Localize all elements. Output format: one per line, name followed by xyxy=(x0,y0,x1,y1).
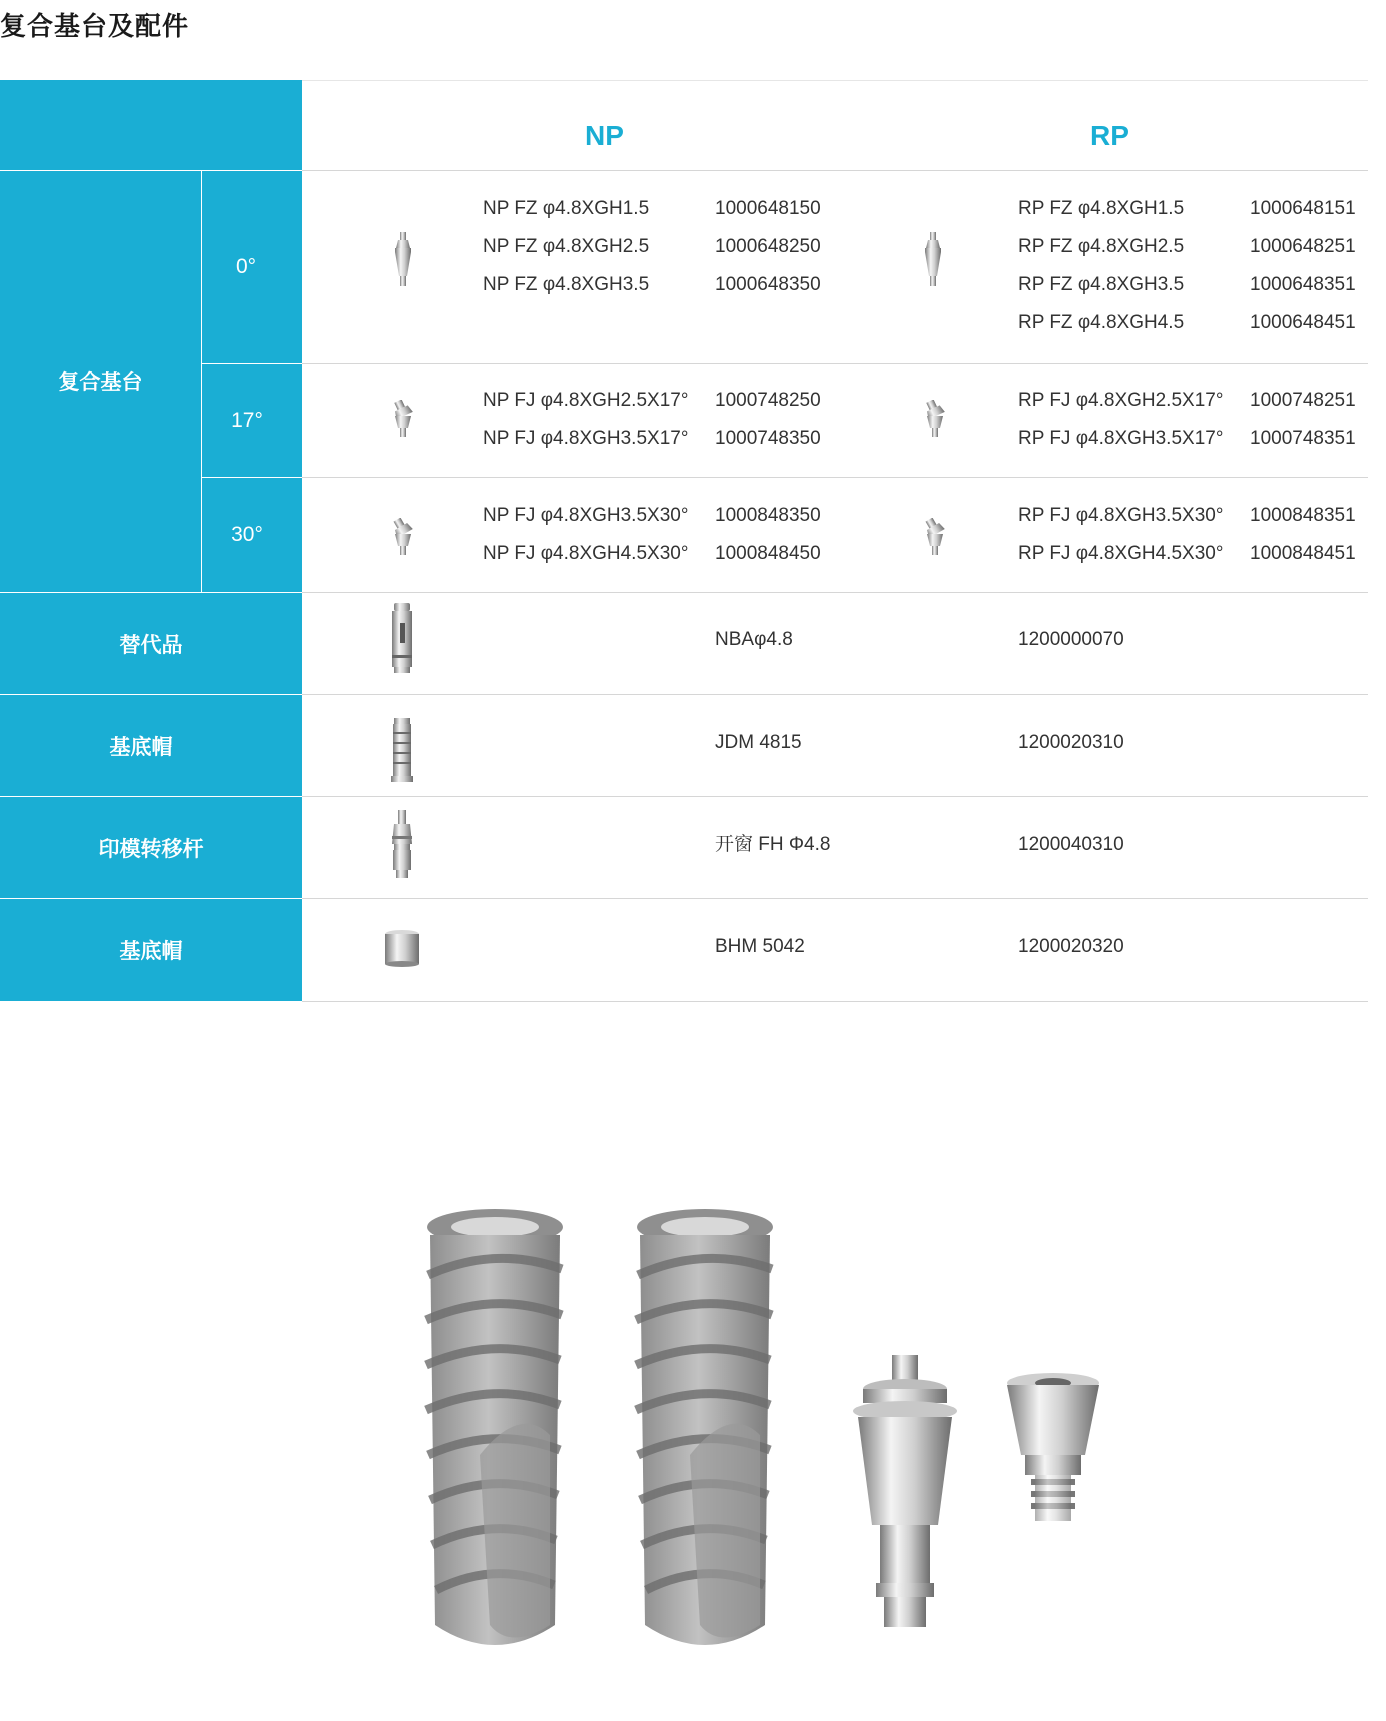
table-bottom-border xyxy=(302,1001,1368,1002)
accessory-code: 1200020320 xyxy=(1018,936,1124,957)
straight-abutment-icon xyxy=(392,232,414,288)
np-product-code: 1000748350 xyxy=(715,428,821,449)
implant-product-photo xyxy=(410,1205,1110,1675)
straight-abutment-icon xyxy=(922,232,944,288)
coping-cap-icon xyxy=(388,718,416,784)
angle-divider-2 xyxy=(202,477,302,478)
accessory-label-cell-3 xyxy=(0,797,302,898)
row-divider xyxy=(302,898,1368,899)
accessory-code: 1200000070 xyxy=(1018,629,1124,650)
accessory-divider xyxy=(0,796,302,797)
angled-abutment-icon xyxy=(922,400,948,438)
implant-fixture-2 xyxy=(636,1209,773,1645)
rp-product-code: 1000648151 xyxy=(1250,198,1356,219)
rp-column-header: RP xyxy=(1090,120,1129,151)
np-product-name: NP FJ φ4.8XGH4.5X30° xyxy=(483,543,689,564)
np-product-name: NP FZ φ4.8XGH2.5 xyxy=(483,236,650,257)
angle-label-30: 30° xyxy=(231,523,263,546)
abutment-with-screw xyxy=(853,1355,957,1627)
accessory-label: 基底帽 xyxy=(109,734,173,759)
group-divider xyxy=(201,170,202,592)
accessory-label: 印模转移杆 xyxy=(98,836,204,861)
small-abutment xyxy=(1007,1373,1099,1521)
accessory-label-cell-2 xyxy=(0,695,302,796)
np-product-code: 1000648150 xyxy=(715,198,821,219)
accessory-divider xyxy=(0,694,302,695)
np-product-name: NP FZ φ4.8XGH1.5 xyxy=(483,198,650,219)
rp-product-code: 1000848451 xyxy=(1250,543,1356,564)
np-product-name: NP FJ φ4.8XGH2.5X17° xyxy=(483,390,689,411)
header-divider xyxy=(0,170,302,171)
rp-product-code: 1000648251 xyxy=(1250,236,1356,257)
implant-analog-icon xyxy=(388,603,416,675)
rp-product-name: RP FZ φ4.8XGH3.5 xyxy=(1018,274,1185,295)
rp-product-code: 1000848351 xyxy=(1250,505,1356,526)
impression-transfer-icon xyxy=(388,810,416,880)
row-divider xyxy=(302,363,1368,364)
rp-product-name: RP FJ φ4.8XGH4.5X30° xyxy=(1018,543,1224,564)
accessory-divider xyxy=(0,592,302,593)
angled-abutment-icon xyxy=(922,518,948,556)
np-product-code: 1000848450 xyxy=(715,543,821,564)
rp-product-name: RP FZ φ4.8XGH4.5 xyxy=(1018,312,1185,333)
accessory-label: 基底帽 xyxy=(119,939,183,963)
row-divider xyxy=(302,694,1368,695)
row-divider xyxy=(302,592,1368,593)
accessory-name: BHM 5042 xyxy=(715,936,805,957)
accessory-code: 1200020310 xyxy=(1018,732,1124,753)
header-corner-cell xyxy=(0,80,302,170)
np-product-code: 1000848350 xyxy=(715,505,821,526)
implant-fixture-1 xyxy=(426,1209,563,1645)
accessory-label-cell-1 xyxy=(0,593,302,694)
np-product-code: 1000748250 xyxy=(715,390,821,411)
row-divider xyxy=(302,796,1368,797)
page-title: 复合基台及配件 xyxy=(0,12,190,42)
np-column-header: NP xyxy=(585,120,624,151)
rp-product-code: 1000748351 xyxy=(1250,428,1356,449)
accessory-code: 1200040310 xyxy=(1018,834,1124,855)
np-product-code: 1000648250 xyxy=(715,236,821,257)
np-product-name: NP FJ φ4.8XGH3.5X17° xyxy=(483,428,689,449)
angle-cell-17 xyxy=(202,364,302,477)
row-divider xyxy=(302,170,1368,171)
rp-product-name: RP FJ φ4.8XGH3.5X30° xyxy=(1018,505,1224,526)
short-cap-icon xyxy=(382,928,422,968)
accessory-divider xyxy=(0,898,302,899)
angled-abutment-icon xyxy=(390,518,416,556)
angle-divider-1 xyxy=(202,363,302,364)
angle-cell-0 xyxy=(202,170,302,363)
angled-abutment-icon xyxy=(390,400,416,438)
rp-product-code: 1000748251 xyxy=(1250,390,1356,411)
rp-product-code: 1000648451 xyxy=(1250,312,1356,333)
accessory-name: JDM 4815 xyxy=(715,732,802,753)
accessory-name: 开窗 FH Φ4.8 xyxy=(715,834,831,855)
rp-product-name: RP FJ φ4.8XGH2.5X17° xyxy=(1018,390,1224,411)
angle-cell-30 xyxy=(202,478,302,592)
accessory-label: 替代品 xyxy=(119,632,183,657)
accessory-name: NBAφ4.8 xyxy=(715,629,793,650)
rp-product-name: RP FZ φ4.8XGH1.5 xyxy=(1018,198,1185,219)
rp-product-name: RP FZ φ4.8XGH2.5 xyxy=(1018,236,1185,257)
group-label: 复合基台 xyxy=(58,370,143,394)
accessory-label-cell-4 xyxy=(0,899,302,1001)
rp-product-name: RP FJ φ4.8XGH3.5X17° xyxy=(1018,428,1224,449)
rp-product-code: 1000648351 xyxy=(1250,274,1356,295)
np-product-code: 1000648350 xyxy=(715,274,821,295)
np-product-name: NP FZ φ4.8XGH3.5 xyxy=(483,274,650,295)
group-label-cell xyxy=(0,170,201,592)
np-product-name: NP FJ φ4.8XGH3.5X30° xyxy=(483,505,689,526)
angle-label-17: 17° xyxy=(231,408,263,432)
angle-label-0: 0° xyxy=(235,254,257,278)
row-divider xyxy=(302,477,1368,478)
